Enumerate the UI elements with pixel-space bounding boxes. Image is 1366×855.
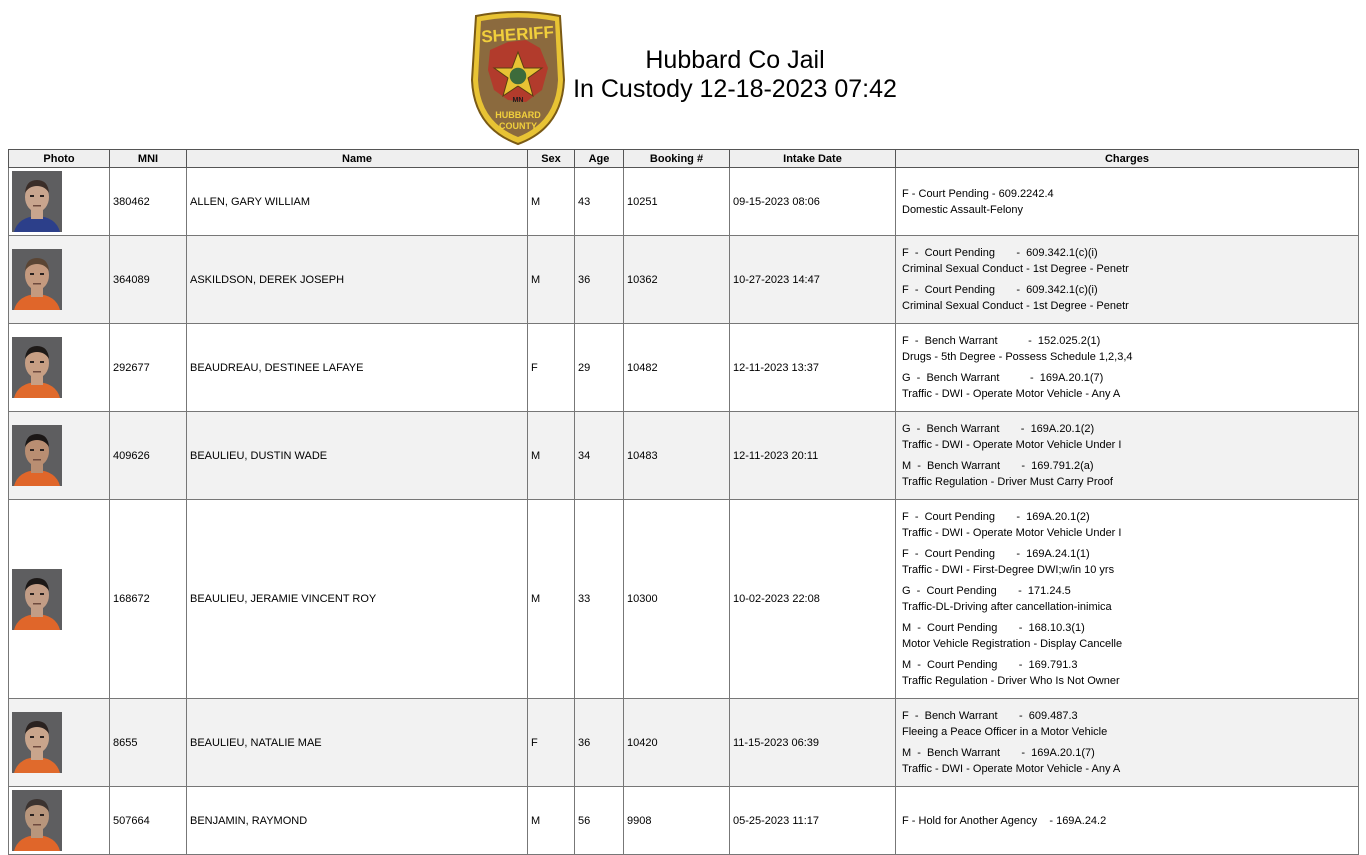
table-header-row xyxy=(9,150,1359,168)
charge-entry xyxy=(902,421,1352,453)
page-title xyxy=(560,46,910,104)
charge-list xyxy=(899,804,1355,838)
charge-entry xyxy=(902,458,1352,490)
booking-number-cell: 10483 xyxy=(624,412,730,500)
charge-description: Traffic - DWI - Operate Motor Vehicle - Any A xyxy=(902,763,1121,775)
charge-entry xyxy=(902,813,1352,829)
charge-statute: F - Court Pending - 169A.20.1(2) xyxy=(902,511,1090,523)
name-cell: BENJAMIN, RAYMOND xyxy=(187,787,528,855)
charge-description: Traffic Regulation - Driver Who Is Not Owner xyxy=(902,675,1120,687)
charge-description: Drugs - 5th Degree - Possess Schedule 1,2,3,4 xyxy=(902,351,1133,363)
sex-cell: M xyxy=(528,236,575,324)
mugshot-photo[interactable] xyxy=(12,712,62,773)
mni-cell: 292677 xyxy=(110,324,187,412)
charge-entry xyxy=(902,546,1352,578)
mni-cell: 380462 xyxy=(110,168,187,236)
sex-cell: F xyxy=(528,324,575,412)
table-row xyxy=(9,324,1359,412)
charges-cell xyxy=(896,500,1359,699)
charge-description: Criminal Sexual Conduct - 1st Degree - Penetr xyxy=(902,263,1129,275)
mni-cell: 8655 xyxy=(110,699,187,787)
booking-number-cell: 10482 xyxy=(624,324,730,412)
sex-cell: M xyxy=(528,168,575,236)
charge-entry xyxy=(902,186,1352,218)
charge-statute: M - Bench Warrant - 169.791.2(a) xyxy=(902,460,1094,472)
booking-number-cell: 10420 xyxy=(624,699,730,787)
photo-cell xyxy=(9,500,110,699)
charge-list xyxy=(899,412,1355,499)
page-header xyxy=(0,0,1366,150)
age-cell: 56 xyxy=(575,787,624,855)
charges-cell xyxy=(896,412,1359,500)
name-cell: ALLEN, GARY WILLIAM xyxy=(187,168,528,236)
charges-cell xyxy=(896,787,1359,855)
charge-description: Fleeing a Peace Officer in a Motor Vehicle xyxy=(902,726,1108,738)
charge-statute: F - Court Pending - 609.2242.4 xyxy=(902,187,1054,200)
name-cell: BEAULIEU, DUSTIN WADE xyxy=(187,412,528,500)
charge-statute: F - Court Pending - 169A.24.1(1) xyxy=(902,548,1090,560)
charges-cell xyxy=(896,168,1359,236)
mugshot-photo[interactable] xyxy=(12,790,62,851)
table-row xyxy=(9,787,1359,855)
charge-entry xyxy=(902,282,1352,314)
age-cell: 34 xyxy=(575,412,624,500)
column-header-booking: Booking # xyxy=(624,150,730,168)
age-cell: 43 xyxy=(575,168,624,236)
charge-list xyxy=(899,236,1355,323)
charge-description: Traffic - DWI - Operate Motor Vehicle - Any A xyxy=(902,388,1121,400)
name-cell: ASKILDSON, DEREK JOSEPH xyxy=(187,236,528,324)
photo-cell xyxy=(9,699,110,787)
charge-statute: M - Court Pending - 169.791.3 xyxy=(902,659,1078,671)
sex-cell: M xyxy=(528,500,575,699)
charge-list xyxy=(899,699,1355,786)
charge-statute: G - Court Pending - 171.24.5 xyxy=(902,585,1071,597)
column-header-mni: MNI xyxy=(110,150,187,168)
column-header-intake-date: Intake Date xyxy=(730,150,896,168)
intake-date-cell: 05-25-2023 11:17 xyxy=(730,787,896,855)
charge-description: Motor Vehicle Registration - Display Cancelle xyxy=(902,638,1123,650)
charge-statute: M - Court Pending - 168.10.3(1) xyxy=(902,622,1085,634)
booking-number-cell: 9908 xyxy=(624,787,730,855)
mni-cell: 168672 xyxy=(110,500,187,699)
photo-cell xyxy=(9,412,110,500)
table-row xyxy=(9,168,1359,236)
mugshot-photo[interactable] xyxy=(12,569,62,630)
svg-text:COUNTY: COUNTY xyxy=(499,121,537,131)
age-cell: 29 xyxy=(575,324,624,412)
column-header-name: Name xyxy=(187,150,528,168)
charge-statute: F - Bench Warrant - 609.487.3 xyxy=(902,710,1078,722)
age-cell: 36 xyxy=(575,699,624,787)
charge-description: Traffic - DWI - First-Degree DWI;w/in 10 yrs xyxy=(902,564,1115,576)
intake-date-cell: 09-15-2023 08:06 xyxy=(730,168,896,236)
photo-cell xyxy=(9,787,110,855)
photo-cell xyxy=(9,236,110,324)
charge-description: Traffic-DL-Driving after cancellation-inimica xyxy=(902,601,1112,613)
sheriff-badge-logo xyxy=(468,10,568,146)
photo-cell xyxy=(9,168,110,236)
mugshot-photo[interactable] xyxy=(12,337,62,398)
age-cell: 36 xyxy=(575,236,624,324)
title-facility: Hubbard Co Jail xyxy=(645,46,825,74)
mni-cell: 507664 xyxy=(110,787,187,855)
mugshot-photo[interactable] xyxy=(12,425,62,486)
svg-text:MN: MN xyxy=(512,97,524,104)
charge-statute: G - Bench Warrant - 169A.20.1(2) xyxy=(902,423,1095,435)
charges-cell xyxy=(896,324,1359,412)
charge-entry xyxy=(902,245,1352,277)
charge-description: Traffic - DWI - Operate Motor Vehicle Under I xyxy=(902,439,1122,451)
sex-cell: M xyxy=(528,787,575,855)
charge-entry xyxy=(902,583,1352,615)
roster-body xyxy=(9,168,1359,855)
mni-cell: 364089 xyxy=(110,236,187,324)
column-header-photo: Photo xyxy=(9,150,110,168)
mni-cell: 409626 xyxy=(110,412,187,500)
title-custody-timestamp: In Custody 12-18-2023 07:42 xyxy=(573,75,897,103)
charge-statute: F - Court Pending - 609.342.1(c)(i) xyxy=(902,284,1098,296)
charge-entry xyxy=(902,657,1352,689)
charge-statute: M - Bench Warrant - 169A.20.1(7) xyxy=(902,747,1095,759)
booking-number-cell: 10362 xyxy=(624,236,730,324)
inmate-roster-table xyxy=(8,149,1359,855)
charge-list xyxy=(899,500,1355,698)
charges-cell xyxy=(896,236,1359,324)
charge-entry xyxy=(902,509,1352,541)
name-cell: BEAULIEU, NATALIE MAE xyxy=(187,699,528,787)
svg-text:HUBBARD: HUBBARD xyxy=(495,110,541,120)
booking-number-cell: 10251 xyxy=(624,168,730,236)
intake-date-cell: 10-02-2023 22:08 xyxy=(730,500,896,699)
table-row xyxy=(9,500,1359,699)
column-header-charges: Charges xyxy=(896,150,1359,168)
charge-statute: F - Hold for Another Agency - 169A.24.2 xyxy=(902,814,1107,827)
mugshot-photo[interactable] xyxy=(12,249,62,310)
column-header-sex: Sex xyxy=(528,150,575,168)
charges-cell xyxy=(896,699,1359,787)
booking-number-cell: 10300 xyxy=(624,500,730,699)
table-row xyxy=(9,699,1359,787)
photo-cell xyxy=(9,324,110,412)
sex-cell: F xyxy=(528,699,575,787)
charge-statute: F - Bench Warrant - 152.025.2(1) xyxy=(902,335,1101,347)
intake-date-cell: 11-15-2023 06:39 xyxy=(730,699,896,787)
charge-entry xyxy=(902,333,1352,365)
charge-entry xyxy=(902,370,1352,402)
mugshot-photo[interactable] xyxy=(12,171,62,232)
column-header-age: Age xyxy=(575,150,624,168)
charge-description: Criminal Sexual Conduct - 1st Degree - Penetr xyxy=(902,300,1129,312)
table-row xyxy=(9,236,1359,324)
intake-date-cell: 12-11-2023 20:11 xyxy=(730,412,896,500)
charge-description: Domestic Assault-Felony xyxy=(902,203,1024,216)
svg-text:SHERIFF: SHERIFF xyxy=(480,22,555,47)
age-cell: 33 xyxy=(575,500,624,699)
charge-list xyxy=(899,177,1355,227)
name-cell: BEAULIEU, JERAMIE VINCENT ROY xyxy=(187,500,528,699)
table-row xyxy=(9,412,1359,500)
charge-statute: F - Court Pending - 609.342.1(c)(i) xyxy=(902,247,1098,259)
charge-list xyxy=(899,324,1355,411)
charge-description: Traffic Regulation - Driver Must Carry Proof xyxy=(902,476,1113,488)
charge-entry xyxy=(902,745,1352,777)
sex-cell: M xyxy=(528,412,575,500)
intake-date-cell: 12-11-2023 13:37 xyxy=(730,324,896,412)
charge-description: Traffic - DWI - Operate Motor Vehicle Under I xyxy=(902,527,1122,539)
intake-date-cell: 10-27-2023 14:47 xyxy=(730,236,896,324)
charge-entry xyxy=(902,708,1352,740)
charge-statute: G - Bench Warrant - 169A.20.1(7) xyxy=(902,372,1104,384)
name-cell: BEAUDREAU, DESTINEE LAFAYE xyxy=(187,324,528,412)
charge-entry xyxy=(902,620,1352,652)
